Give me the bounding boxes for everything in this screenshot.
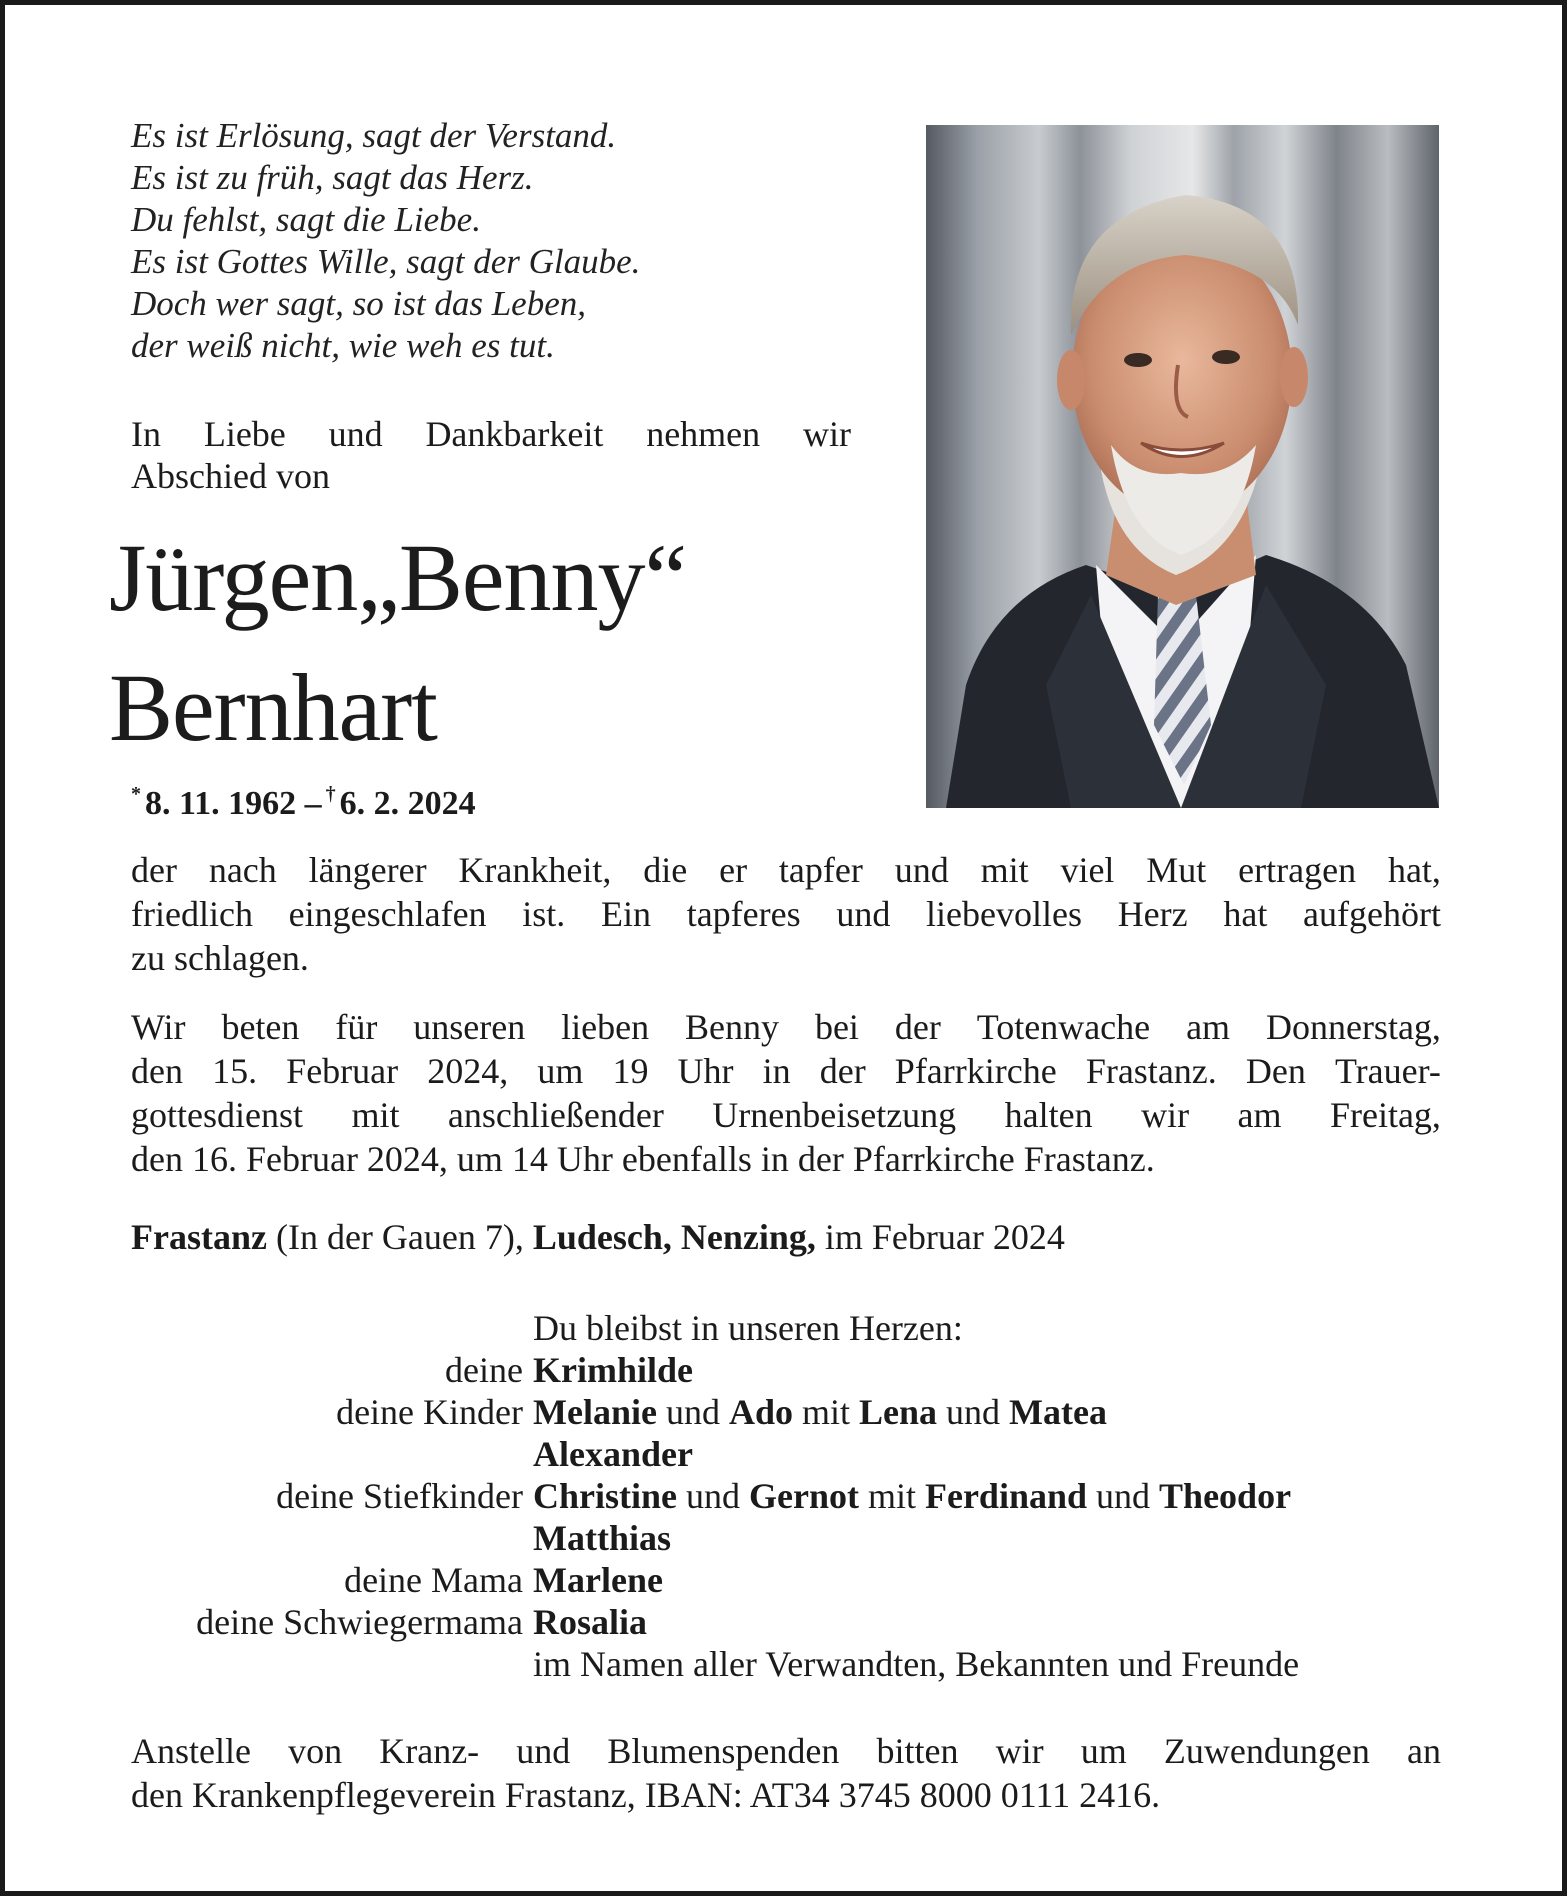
mourner-names bbox=[533, 1517, 1441, 1559]
portrait-photo bbox=[926, 125, 1439, 808]
word: Freitag, bbox=[1329, 1095, 1441, 1135]
word: Urnenbeisetzung bbox=[712, 1095, 957, 1135]
mourners-list bbox=[131, 1307, 1441, 1685]
word: 15. bbox=[212, 1051, 258, 1091]
mourner-names bbox=[533, 1349, 1441, 1391]
word: Donnerstag, bbox=[1265, 1007, 1441, 1047]
paragraph-services bbox=[131, 1005, 1441, 1181]
mourner-name: Alexander bbox=[533, 1434, 693, 1474]
word: viel bbox=[1060, 850, 1115, 890]
mourner-row bbox=[131, 1601, 1441, 1643]
text-line bbox=[131, 892, 1441, 936]
word: Zuwendungen bbox=[1163, 1731, 1370, 1771]
mourner-relation bbox=[131, 1433, 533, 1475]
mourner-relation: deine Mama bbox=[344, 1560, 523, 1600]
word: um bbox=[1080, 1731, 1127, 1771]
word: Krankheit, bbox=[458, 850, 612, 890]
word: Blumenspenden bbox=[607, 1731, 840, 1771]
mourner-relation: deine Schwiegermama bbox=[196, 1602, 523, 1642]
mourner-names bbox=[533, 1475, 1441, 1517]
intro-word: und bbox=[328, 414, 383, 454]
deceased-first-name: Jürgen„Benny“ bbox=[109, 524, 687, 631]
word: Ein bbox=[600, 894, 651, 934]
word: und bbox=[836, 894, 891, 934]
poem-line: Es ist Erlösung, sagt der Verstand. bbox=[131, 116, 617, 155]
mourners-heading: Du bleibst in unseren Herzen: bbox=[533, 1308, 963, 1348]
mourner-name: Ferdinand bbox=[924, 1476, 1088, 1516]
word: er bbox=[719, 850, 748, 890]
word: an bbox=[1406, 1731, 1441, 1771]
word: längerer bbox=[308, 850, 427, 890]
word: der bbox=[819, 1051, 866, 1091]
word: bei bbox=[814, 1007, 859, 1047]
mourner-relation: deine Kinder bbox=[336, 1392, 523, 1432]
intro-word: Liebe bbox=[203, 414, 286, 454]
mourner-relation: deine Stiefkinder bbox=[276, 1476, 523, 1516]
word: tapfer bbox=[778, 850, 863, 890]
word: mit bbox=[351, 1095, 400, 1135]
word: Mut bbox=[1146, 850, 1207, 890]
word: Pfarrkirche bbox=[894, 1051, 1057, 1091]
mourner-row bbox=[131, 1433, 1441, 1475]
mourner-names bbox=[533, 1391, 1441, 1433]
mourner-name: Matea bbox=[1009, 1392, 1107, 1432]
word: Benny bbox=[685, 1007, 780, 1047]
word: gottesdienst bbox=[131, 1095, 303, 1135]
mourner-name: Matthias bbox=[533, 1518, 671, 1558]
word: Wir bbox=[131, 1007, 186, 1047]
mourner-name: Marlene bbox=[533, 1560, 663, 1600]
connector-text: und bbox=[937, 1392, 1010, 1432]
mourner-row bbox=[131, 1643, 1441, 1685]
poem-line: Es ist Gottes Wille, sagt der Glaube. bbox=[131, 242, 641, 281]
text-line bbox=[131, 1093, 1441, 1137]
connector-text: und bbox=[656, 1392, 729, 1432]
connector-text: und bbox=[1087, 1476, 1160, 1516]
connector-text: im Namen aller Verwandten, Bekannten und Freunde bbox=[533, 1644, 1300, 1684]
obituary-page bbox=[5, 5, 1562, 1891]
mourner-row bbox=[131, 1517, 1441, 1559]
poem-line: Doch wer sagt, so ist das Leben, bbox=[131, 284, 586, 323]
connector-text: mit bbox=[858, 1476, 925, 1516]
mourner-row bbox=[131, 1391, 1441, 1433]
mourner-names bbox=[533, 1433, 1441, 1475]
mourner-name: Rosalia bbox=[533, 1602, 648, 1642]
text-line bbox=[131, 1049, 1441, 1093]
mourner-name: Theodor bbox=[1159, 1476, 1292, 1516]
portrait-icon bbox=[926, 125, 1439, 808]
donation-note bbox=[131, 1729, 1441, 1817]
word: wir bbox=[1141, 1095, 1190, 1135]
word: ist. bbox=[522, 894, 566, 934]
life-dates bbox=[131, 773, 476, 825]
address: (In der Gauen 7), bbox=[266, 1217, 533, 1257]
paragraph-illness bbox=[131, 848, 1441, 980]
word: am bbox=[1237, 1095, 1282, 1135]
mourner-name: Krimhilde bbox=[533, 1350, 693, 1390]
mourner-row bbox=[131, 1475, 1441, 1517]
word: aufgehört bbox=[1303, 894, 1441, 934]
poem bbox=[131, 115, 640, 367]
mourner-names bbox=[533, 1559, 1441, 1601]
intro-word: nehmen bbox=[646, 414, 761, 454]
word: ertragen bbox=[1238, 850, 1357, 890]
word: Uhr bbox=[677, 1051, 734, 1091]
word: hat, bbox=[1387, 850, 1441, 890]
word: für bbox=[335, 1007, 378, 1047]
poem-line: der weiß nicht, wie weh es tut. bbox=[131, 326, 555, 365]
word: der bbox=[131, 850, 177, 890]
word: 2024, bbox=[427, 1051, 509, 1091]
word: friedlich bbox=[131, 894, 253, 934]
word: tapferes bbox=[686, 894, 801, 934]
mourner-name: Ado bbox=[728, 1392, 793, 1432]
birth-symbol: * bbox=[131, 783, 141, 805]
text-line: den Krankenpflegeverein Frastanz, IBAN: AT34 3745 8000 0111 2416. bbox=[131, 1775, 1161, 1815]
intro-line-1 bbox=[131, 413, 851, 455]
town-frastanz: Frastanz bbox=[131, 1217, 267, 1257]
word: von bbox=[288, 1731, 343, 1771]
word: die bbox=[643, 850, 688, 890]
word: Totenwache bbox=[976, 1007, 1151, 1047]
word: am bbox=[1186, 1007, 1231, 1047]
word: um bbox=[537, 1051, 584, 1091]
word: Februar bbox=[286, 1051, 399, 1091]
text-line: den 16. Februar 2024, um 14 Uhr ebenfalls in der Pfarrkirche Frastanz. bbox=[131, 1139, 1155, 1179]
word: mit bbox=[980, 850, 1029, 890]
death-date: 6. 2. 2024 bbox=[339, 785, 476, 822]
text-line: zu schlagen. bbox=[131, 938, 309, 978]
deceased-last-name: Bernhart bbox=[109, 654, 437, 761]
intro-line-2: Abschied von bbox=[131, 456, 330, 496]
word: Den bbox=[1245, 1051, 1306, 1091]
mourner-relation: deine bbox=[445, 1350, 523, 1390]
place-date: im Februar 2024 bbox=[815, 1217, 1065, 1257]
intro-word: Dankbarkeit bbox=[425, 414, 604, 454]
mourner-names bbox=[533, 1601, 1441, 1643]
mourner-relation bbox=[131, 1643, 533, 1685]
word: unseren bbox=[413, 1007, 526, 1047]
mourner-row bbox=[131, 1559, 1441, 1601]
word: Anstelle bbox=[131, 1731, 251, 1771]
text-line bbox=[131, 848, 1441, 892]
connector-text: mit bbox=[793, 1392, 860, 1432]
word: nach bbox=[208, 850, 277, 890]
intro-word: In bbox=[131, 414, 161, 454]
word: Frastanz. bbox=[1085, 1051, 1217, 1091]
place-date-line bbox=[131, 1215, 1065, 1259]
mourner-names bbox=[533, 1643, 1441, 1685]
poem-line: Du fehlst, sagt die Liebe. bbox=[131, 200, 481, 239]
word: in bbox=[762, 1051, 791, 1091]
word: eingeschlafen bbox=[288, 894, 487, 934]
mourner-name: Gernot bbox=[749, 1476, 859, 1516]
mourner-row bbox=[131, 1349, 1441, 1391]
text-line bbox=[131, 1729, 1441, 1773]
towns-other: Ludesch, Nenzing, bbox=[532, 1217, 816, 1257]
word: bitten bbox=[876, 1731, 959, 1771]
word: Kranz- bbox=[379, 1731, 480, 1771]
word: beten bbox=[221, 1007, 300, 1047]
word: und bbox=[516, 1731, 571, 1771]
word: den bbox=[131, 1051, 183, 1091]
mourner-name: Christine bbox=[533, 1476, 677, 1516]
mourner-name: Melanie bbox=[533, 1392, 657, 1432]
word: wir bbox=[995, 1731, 1044, 1771]
word: lieben bbox=[561, 1007, 650, 1047]
word: liebevolles bbox=[926, 894, 1082, 934]
word: Trauer- bbox=[1334, 1051, 1441, 1091]
word: anschließender bbox=[447, 1095, 664, 1135]
mourners-heading-row bbox=[131, 1307, 1441, 1349]
birth-date: 8. 11. 1962 – bbox=[145, 785, 322, 822]
word: halten bbox=[1004, 1095, 1093, 1135]
mourner-relation bbox=[131, 1517, 533, 1559]
intro-word: wir bbox=[803, 414, 851, 454]
word: 19 bbox=[612, 1051, 649, 1091]
word: der bbox=[894, 1007, 941, 1047]
connector-text: und bbox=[677, 1476, 749, 1516]
word: hat bbox=[1223, 894, 1268, 934]
intro-text bbox=[131, 413, 851, 497]
death-symbol: † bbox=[325, 783, 336, 805]
text-line bbox=[131, 1005, 1441, 1049]
mourner-name: Lena bbox=[859, 1392, 938, 1432]
word: und bbox=[894, 850, 949, 890]
poem-line: Es ist zu früh, sagt das Herz. bbox=[131, 158, 534, 197]
word: Herz bbox=[1117, 894, 1188, 934]
